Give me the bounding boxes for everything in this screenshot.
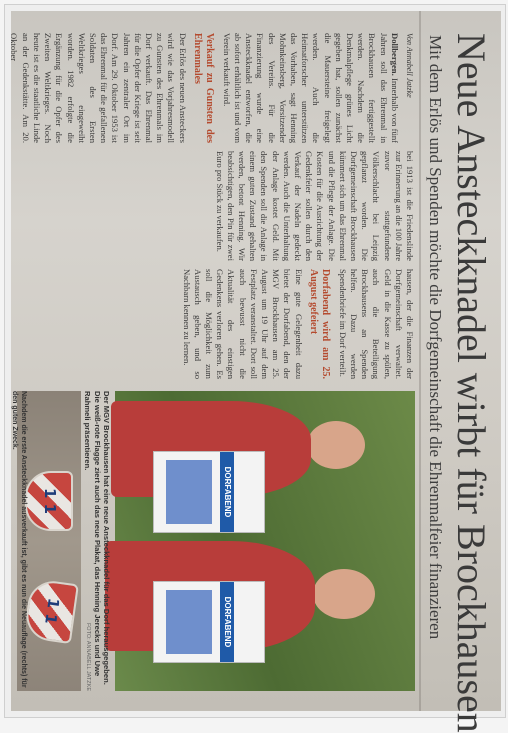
column-1-text: Innerhalb von fünf Jahren soll das Ehrenmal in Brockhausen fertiggestellt werden. Nachdem die Denkmalpflege grünes Licht gegeben hat, sollen zunächst die Mauersteine freigelegt werden. Auch die Heimatforscher unterstützen das Vorhaben, sagt Henning Mohnkeinsberg, Vorsitzender des Vereins. Für die Finanzierung wurde eine Ansteckknadel entworfen, die ab sofort erhältlich ist und vom Verein verkauft wird.: [221, 33, 400, 143]
newspaper-page: [9, 11, 501, 733]
photo-frame: [4, 4, 506, 733]
poster-left-image: [166, 460, 212, 524]
dateline: Dollbergen.: [389, 33, 400, 76]
column-1-text-2: Der Erlös des neuen Ansteckers wird wie das Vorjahresmodell zu Gunsten des Ehrenmals im Dorf verkauft. Das Ehrenmal für die Opfer der Kriege ist seit Jahren ein zentraler Ort im Dorf. Am 29. Oktober 1953 ist das Ehrenmal für die gefallenen Soldaten des Ersten Weltkrieges eingeweiht worden. 1982 erfolgte die Ergänzung für die Opfer des Zweiten Weltkrieges. Noch heute ist es die staatliche Linde an der Gedenkstätte. Am 20. Oktober: [9, 33, 188, 143]
subheading-sale: Verkauf zu Gunsten des Ehrenmales: [191, 33, 215, 143]
fold-line: [419, 11, 421, 711]
article-column-1: [9, 33, 415, 143]
pin-new: 1 1: [23, 578, 79, 644]
photo-caption-1: Der MGV Brockhausen hat eine neue Ansteckknadel für das Dorf herausgegeben. Die weiß-rote Flagge ziert auch das neue Plakat, das Henning Jerecks und Uwe Rahmeli präsentieren.: [83, 391, 111, 685]
poster-right-title: DORFABEND: [220, 582, 234, 662]
poster-left-title: DORFABEND: [220, 452, 234, 532]
column-3-text-2: Eine gute Gelegenheit dazu bietet der Dorfabend, den der MGV Brockhausen am 25. August um 19 Uhr auf dem Festplatz veranstaltet. Dort soll auch bewusst nicht die Aktualität des einstigen Gedenkens verloren gehen. Es soll die Möglichkeit zum Austausch geben, und so Nachbarn kennen zu lernen.: [181, 269, 304, 379]
man-left-head: [307, 421, 365, 469]
poster-right-image: [166, 590, 212, 654]
column-2-text: bei 1913 ist die Friedenslinde zur Erinnerung an die 100 Jahre zuvor stattgefundene Völkerschlacht bei Leipzig gepflanzt worden. Die Dorfgemeinschaft Brockhausen kümmert sich um das Ehrenmal und die Pflege der Anlage. Die Kosten für die Ausrichtung der Gedenkfeier sollen durch den Verkauf der Nadeln gedeckt werden. Auch die Unterhaltung der Anlage kostet Geld. Mit den Spenden soll die Anlage in einem guten Zustand gehalten werden, betont Henning. Wir beabsichtigen, den Pin für zwei Euro pro Stück zu verkaufen.: [214, 151, 415, 262]
poster-right: [153, 581, 265, 663]
photo-caption-2: Nachdem die erste Ansteckknadel ausverkauft ist, gibt es nun die Neuauflage (rechts) für den guten Zweck.: [11, 391, 27, 688]
man-right-head: [313, 569, 375, 619]
article-column-3: [15, 269, 415, 379]
news-photo-men-with-posters: [115, 391, 415, 691]
column-3-text: hausen, der die Finanzen der Dorfgemeinschaft verwaltet. Geld in die Kasse zu spülen, auch die Beteiligung Brockhausens an Spenden helfen. Dazu werden Spendenbriefe im Dorf verteilt.: [337, 269, 415, 379]
subheading-village-evening: Dorfabend wird am 25. August gefeiert: [307, 269, 331, 379]
headline: Neue Ansteckknadel wirbt für Brockhausen: [449, 33, 494, 733]
photo-credit-1: FOTO: ANNABELL JATZKE: [85, 622, 91, 691]
subheadline: Mit dem Erlös und Spenden möchte die Dorfgemeinschaft die Ehrenmalfeier finanzieren: [426, 35, 445, 640]
byline: Von Annabell Jatzke: [405, 33, 414, 98]
poster-left: [153, 451, 265, 533]
pin-old: 1 1: [25, 471, 73, 531]
article-column-2: [15, 151, 415, 261]
